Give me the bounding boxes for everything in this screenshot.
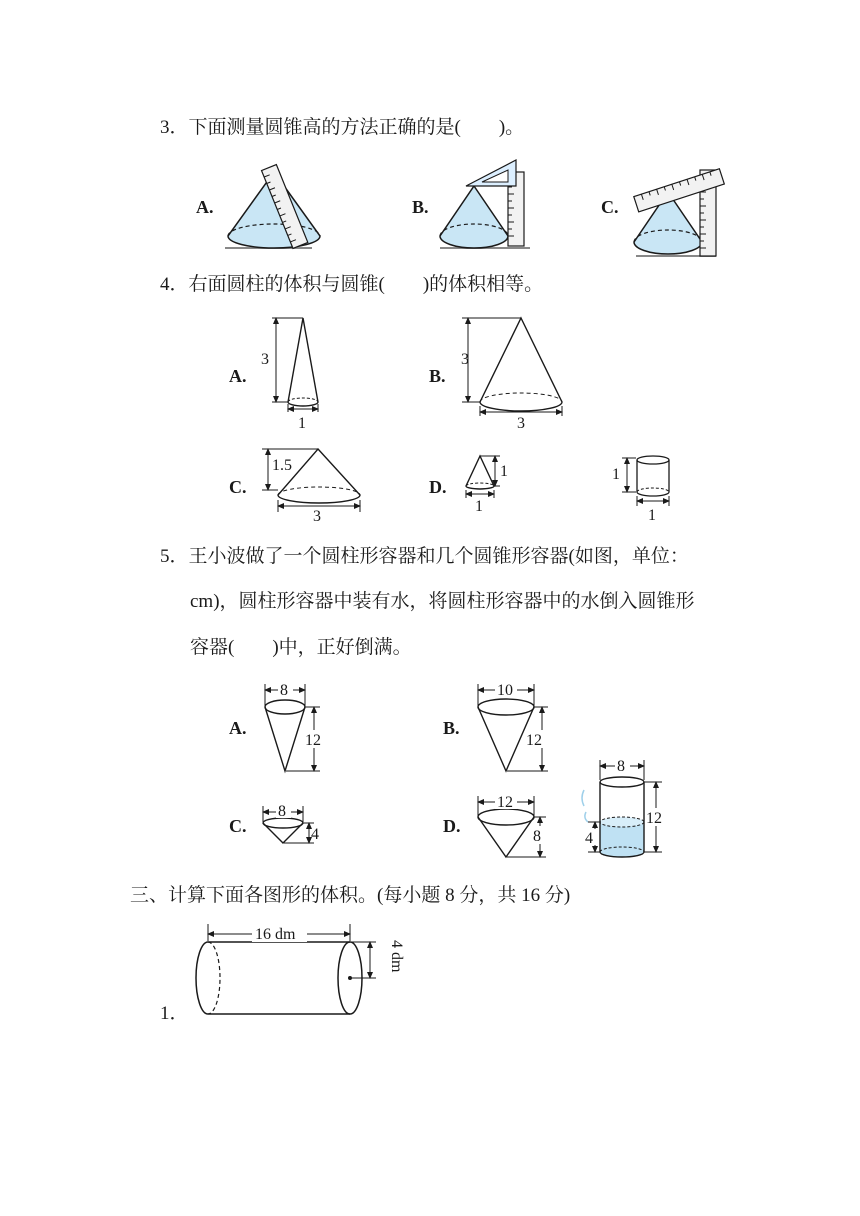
- q3-option-a-label: A.: [196, 197, 214, 217]
- q4-reference-cylinder: [612, 456, 669, 524]
- section3-radius-label: 4 dm: [388, 940, 405, 973]
- q4-option-c-label: C.: [229, 477, 247, 497]
- q5-a-height: 12: [305, 732, 321, 749]
- q4-option-b-label: B.: [429, 366, 446, 386]
- q4-d-height: 1: [500, 463, 508, 480]
- q5-reference-cylinder: [582, 757, 667, 857]
- q5-option-d-label: D.: [443, 816, 461, 836]
- q4-c-diameter: 3: [313, 508, 321, 525]
- q3-option-b-label: B.: [412, 197, 429, 217]
- q4-b-height: 3: [461, 351, 469, 368]
- q4-option-d-figure: [429, 456, 508, 515]
- q5-option-b-figure: [443, 681, 548, 771]
- q5-line3: 容器( )中，正好倒满。: [190, 637, 412, 658]
- item1-label: 1．: [160, 1003, 189, 1024]
- q5-b-height: 12: [526, 732, 542, 749]
- q5-d-height: 8: [533, 828, 541, 845]
- q5-option-a-label: A.: [229, 718, 247, 738]
- q5-option-d-figure: [443, 793, 546, 857]
- section3-length-label: 16 dm: [255, 926, 296, 943]
- q3-option-c-figure: [601, 169, 724, 256]
- q5-line1: 5．王小波做了一个圆柱形容器和几个圆锥形容器(如图，单位：: [160, 546, 689, 567]
- q5-option-c-label: C.: [229, 816, 247, 836]
- q4-text: 4．右面圆柱的体积与圆锥( )的体积相等。: [160, 274, 544, 295]
- q3-option-b-figure: [412, 160, 530, 248]
- section3-title: 三、计算下面各图形的体积。(每小题 8 分，共 16 分): [130, 885, 571, 906]
- q4-cyl-diameter: 1: [648, 507, 656, 524]
- q5-option-c-figure: [229, 803, 319, 843]
- q5-d-diameter: 12: [497, 794, 513, 811]
- q4-option-a-label: A.: [229, 366, 247, 386]
- q3-option-c-label: C.: [601, 197, 619, 217]
- q5-cyl-diameter: 8: [617, 758, 625, 775]
- q5-a-diameter: 8: [280, 682, 288, 699]
- q3-text: 3．下面测量圆锥高的方法正确的是( )。: [160, 117, 525, 138]
- q4-option-b-figure: [429, 318, 562, 432]
- q5-b-diameter: 10: [497, 682, 513, 699]
- q5-line2: cm)，圆柱形容器中装有水，将圆柱形容器中的水倒入圆锥形: [190, 591, 695, 612]
- q4-d-diameter: 1: [475, 498, 483, 515]
- q5-option-b-label: B.: [443, 718, 460, 738]
- q5-water-height: 4: [585, 830, 593, 847]
- q4-b-diameter: 3: [517, 415, 525, 432]
- q5-c-diameter: 8: [278, 803, 286, 820]
- q4-a-diameter: 1: [298, 415, 306, 432]
- q4-c-height: 1.5: [272, 457, 292, 474]
- q4-cyl-height: 1: [612, 466, 620, 483]
- q4-a-height: 3: [261, 351, 269, 368]
- q5-cyl-height: 12: [646, 810, 662, 827]
- q5-c-height: 4: [311, 826, 319, 843]
- q4-option-c-figure: [229, 449, 360, 525]
- section3-cylinder: [196, 924, 405, 1014]
- q4-option-a-figure: [229, 318, 318, 432]
- q5-option-a-figure: [229, 681, 326, 771]
- q3-option-a-figure: [196, 165, 320, 249]
- q4-option-d-label: D.: [429, 477, 447, 497]
